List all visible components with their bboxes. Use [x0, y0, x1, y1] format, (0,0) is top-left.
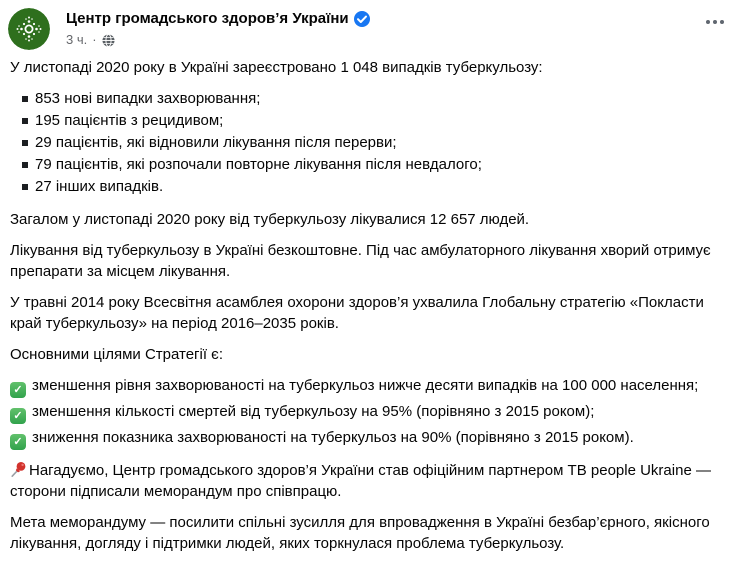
more-dot-icon [720, 20, 724, 24]
intro-paragraph: У листопаді 2020 року в Україні зареєстровано 1 048 випадків туберкульозу: [10, 59, 543, 76]
goals-title: Основними цілями Стратегії є: [10, 346, 224, 363]
list-item [10, 132, 732, 153]
more-dot-icon [706, 20, 710, 24]
free-treatment-paragraph: Лікування від туберкульозу в Україні безкоштовне. Під час амбулаторного лікування хворий отримує препарати за місцем лікування. [10, 242, 711, 280]
bullet-square-icon [22, 140, 28, 146]
goal-item [10, 401, 732, 424]
goal-text: зниження показника захворюваності на туберкульоз на 90% (порівняно з 2015 роком). [32, 429, 634, 446]
goal-text: зменшення кількості смертей від туберкульозу на 95% (порівняно з 2015 роком); [32, 403, 595, 420]
page-name-row [66, 9, 698, 29]
list-item [10, 88, 732, 109]
meta-separator: · [92, 32, 97, 47]
page-avatar[interactable] [8, 8, 50, 50]
list-item-text: 79 пацієнтів, які розпочали повторне лікування після невдалого; [35, 156, 482, 173]
more-dot-icon [713, 20, 717, 24]
memorandum-paragraph: Мета меморандуму — посилити спільні зусилля для впровадження в Україні безбар’єрного, якісного лікування, догляду і підтримки людей, яких торкнулася проблема туберкульозу. [10, 514, 710, 552]
green-check-icon: ✓ [10, 382, 26, 398]
goals-list [10, 375, 732, 450]
green-check-icon: ✓ [10, 434, 26, 450]
bullet-square-icon [22, 118, 28, 124]
list-item [10, 110, 732, 131]
list-item [10, 176, 732, 197]
list-item-text: 27 інших випадків. [35, 178, 164, 195]
list-item [10, 154, 732, 175]
pushpin-icon [10, 461, 27, 478]
reminder-paragraph [10, 460, 732, 502]
page-name-link[interactable]: Центр громадського здоров’я України [66, 10, 349, 27]
cases-bullet-list [10, 88, 732, 197]
list-item-text: 853 нові випадки захворювання; [35, 90, 261, 107]
post-meta [66, 31, 698, 48]
strategy-paragraph: У травні 2014 року Всесвітня асамблея охорони здоров’я ухвалила Глобальну стратегію «Покласти край туберкульозу» на період 2016–2035 років. [10, 294, 704, 332]
public-globe-icon [102, 34, 115, 47]
more-options-button[interactable] [698, 8, 732, 36]
list-item-text: 195 пацієнтів з рецидивом; [35, 112, 224, 129]
goal-text: зменшення рівня захворюваності на туберкульоз нижче десяти випадків на 100 000 населення; [32, 377, 699, 394]
total-paragraph: Загалом у листопаді 2020 року від туберкульозу лікувалися 12 657 людей. [10, 211, 530, 228]
post-content [0, 50, 742, 554]
green-check-icon: ✓ [10, 408, 26, 424]
reminder-text: Нагадуємо, Центр громадського здоров’я України став офіційним партнером TB people Ukraine — сторони підписали меморандум про співпрацю. [10, 462, 711, 500]
header-info [66, 8, 698, 48]
bullet-square-icon [22, 162, 28, 168]
bullet-square-icon [22, 184, 28, 190]
list-item-text: 29 пацієнтів, які відновили лікування після перерви; [35, 134, 397, 151]
post-header [0, 0, 742, 50]
goal-item [10, 427, 732, 450]
verified-badge-icon [354, 11, 370, 27]
bullet-square-icon [22, 96, 28, 102]
goal-item [10, 375, 732, 398]
timestamp-link[interactable]: 3 ч. [66, 32, 88, 47]
